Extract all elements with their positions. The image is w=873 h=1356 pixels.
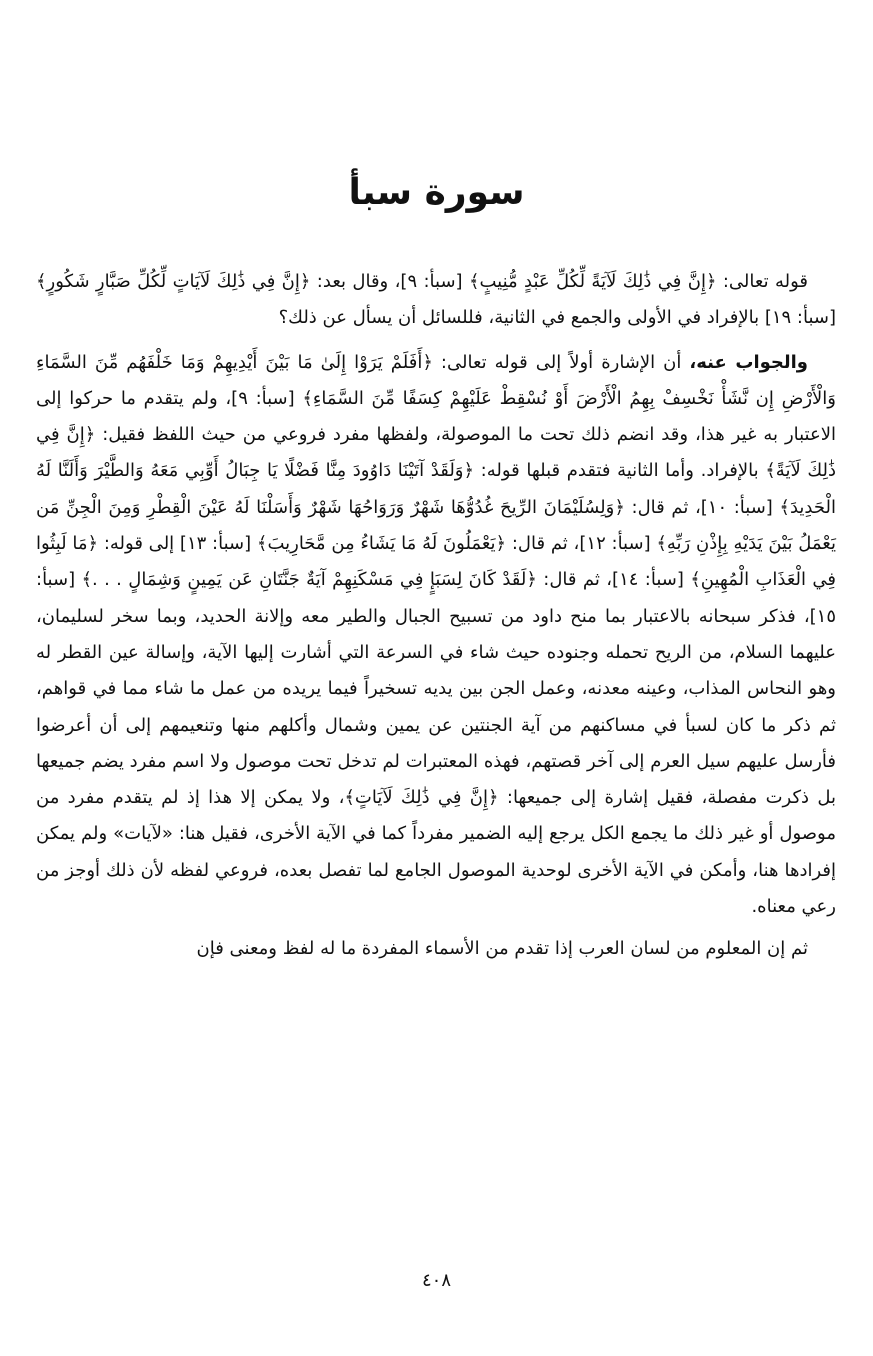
- paragraph-text: ثم إن المعلوم من لسان العرب إذا تقدم من الأسماء المفردة ما له لفظ ومعنى فإن: [196, 938, 808, 960]
- paragraph-text: أن الإشارة أولاً إلى قوله تعالى: ﴿أَفَلَمْ يَرَوْا إِلَىٰ مَا بَيْنَ أَيْدِيهِمْ وَمَا خَلْفَهُم مِّنَ السَّمَاءِ وَالْأَرْضِ إِن نَّشَأْ نَخْسِفْ بِهِمُ الْأَرْضَ أَوْ نُسْقِطْ عَلَيْهِمْ كِسَفًا مِّنَ السَّمَاءِ﴾ [سبأ: ٩]، ولم يتقدم ما حركوا إلى الاعتبار به غير هذا، وقد انضم ذلك تحت ما الموصولة، ولفظها مفرد فروعي من حيث اللفظ فقيل: ﴿إِنَّ فِي ذَٰلِكَ لَآيَةً﴾ بالإفراد. وأما الثانية فتقدم قبلها قوله: ﴿وَلَقَدْ آتَيْنَا دَاوُودَ مِنَّا فَضْلًا يَا جِبَالُ أَوِّبِي مَعَهُ وَالطَّيْرَ وَأَلَنَّا لَهُ الْحَدِيدَ﴾ [سبأ: ١٠]، ثم قال: ﴿وَلِسُلَيْمَانَ الرِّيحَ غُدُوُّهَا شَهْرٌ وَرَوَاحُهَا شَهْرٌ وَأَسَلْنَا لَهُ عَيْنَ الْقِطْرِ وَمِنَ الْجِنِّ مَن يَعْمَلُ بَيْنَ يَدَيْهِ بِإِذْنِ رَبِّهِ﴾ [سبأ: ١٢]، ثم قال: ﴿يَعْمَلُونَ لَهُ مَا يَشَاءُ مِن مَّحَارِيبَ﴾ [سبأ: ١٣] إلى قوله: ﴿مَا لَبِثُوا فِي الْعَذَابِ الْمُهِينِ﴾ [سبأ: ١٤]، ثم قال: ﴿لَقَدْ كَانَ لِسَبَإٍ فِي مَسْكَنِهِمْ آيَةٌ جَنَّتَانِ عَن يَمِينٍ وَشِمَالٍ . . .﴾ [سبأ: ١٥]، فذكر سبحانه بالاعتبار بما منح داود من تسبيح الجبال والطير معه وإلانة الحديد، وبما سخر لسليمان، عليهما السلام، من الريح تحمله وجنوده حيث شاء في السرعة التي أشارت إليها الآية، وإسالة عين القطر له وهو النحاس المذاب، وعينه معدنه، وعمل الجن بين يديه تسخيراً فيما يريده من عمل ما شاء مما في قواهم، ثم ذكر ما كان لسبأ في مساكنهم من آية الجنتين عن يمين وشمال وأكلهم منها وتنعيمهم إلى أن أعرضوا فأرسل عليهم سيل العرم إلى آخر قصتهم، فهذه المعتبرات لم تدخل تحت موصول ولا اسم مفرد يضم جميعها بل ذكرت مفصلة، فقيل إشارة إلى جميعها: ﴿إِنَّ فِي ذَٰلِكَ لَآيَاتٍ﴾، ولا يمكن إلا هذا إذ لم يتقدم مفرد من موصول أو غير ذلك ما يجمع الكل يرجع إليه الضمير مفرداً كما في الآية الأخرى، فقيل هنا: «لآيات» ولم يمكن إفرادها هنا، وأمكن في الآية الأخرى لوحدية الموصول الجامع لما تفصل بعده، فروعي لفظه لأن ذلك أوجز من رعي معناه.: [36, 351, 837, 918]
- page-title: سورة سبأ: [348, 172, 525, 213]
- paragraph-text: قوله تعالى: ﴿إِنَّ فِي ذَٰلِكَ لَآيَةً لِّكُلِّ عَبْدٍ مُّنِيبٍ﴾ [سبأ: ٩]، وقال بعد: ﴿إِنَّ فِي ذَٰلِكَ لَآيَاتٍ لِّكُلِّ صَبَّارٍ شَكُورٍ﴾ [سبأ: ١٩] بالإفراد في الأولى والجمع في الثانية، فللسائل أن يسأل عن ذلك؟: [36, 271, 836, 329]
- body-text: [36, 264, 836, 968]
- paragraph-continuation: [36, 931, 836, 967]
- paragraph-lead: والجواب عنه،: [689, 351, 808, 373]
- paragraph-answer: [36, 345, 836, 926]
- page-number: ٤٠٨: [421, 1270, 451, 1291]
- paragraph-question: [36, 264, 836, 337]
